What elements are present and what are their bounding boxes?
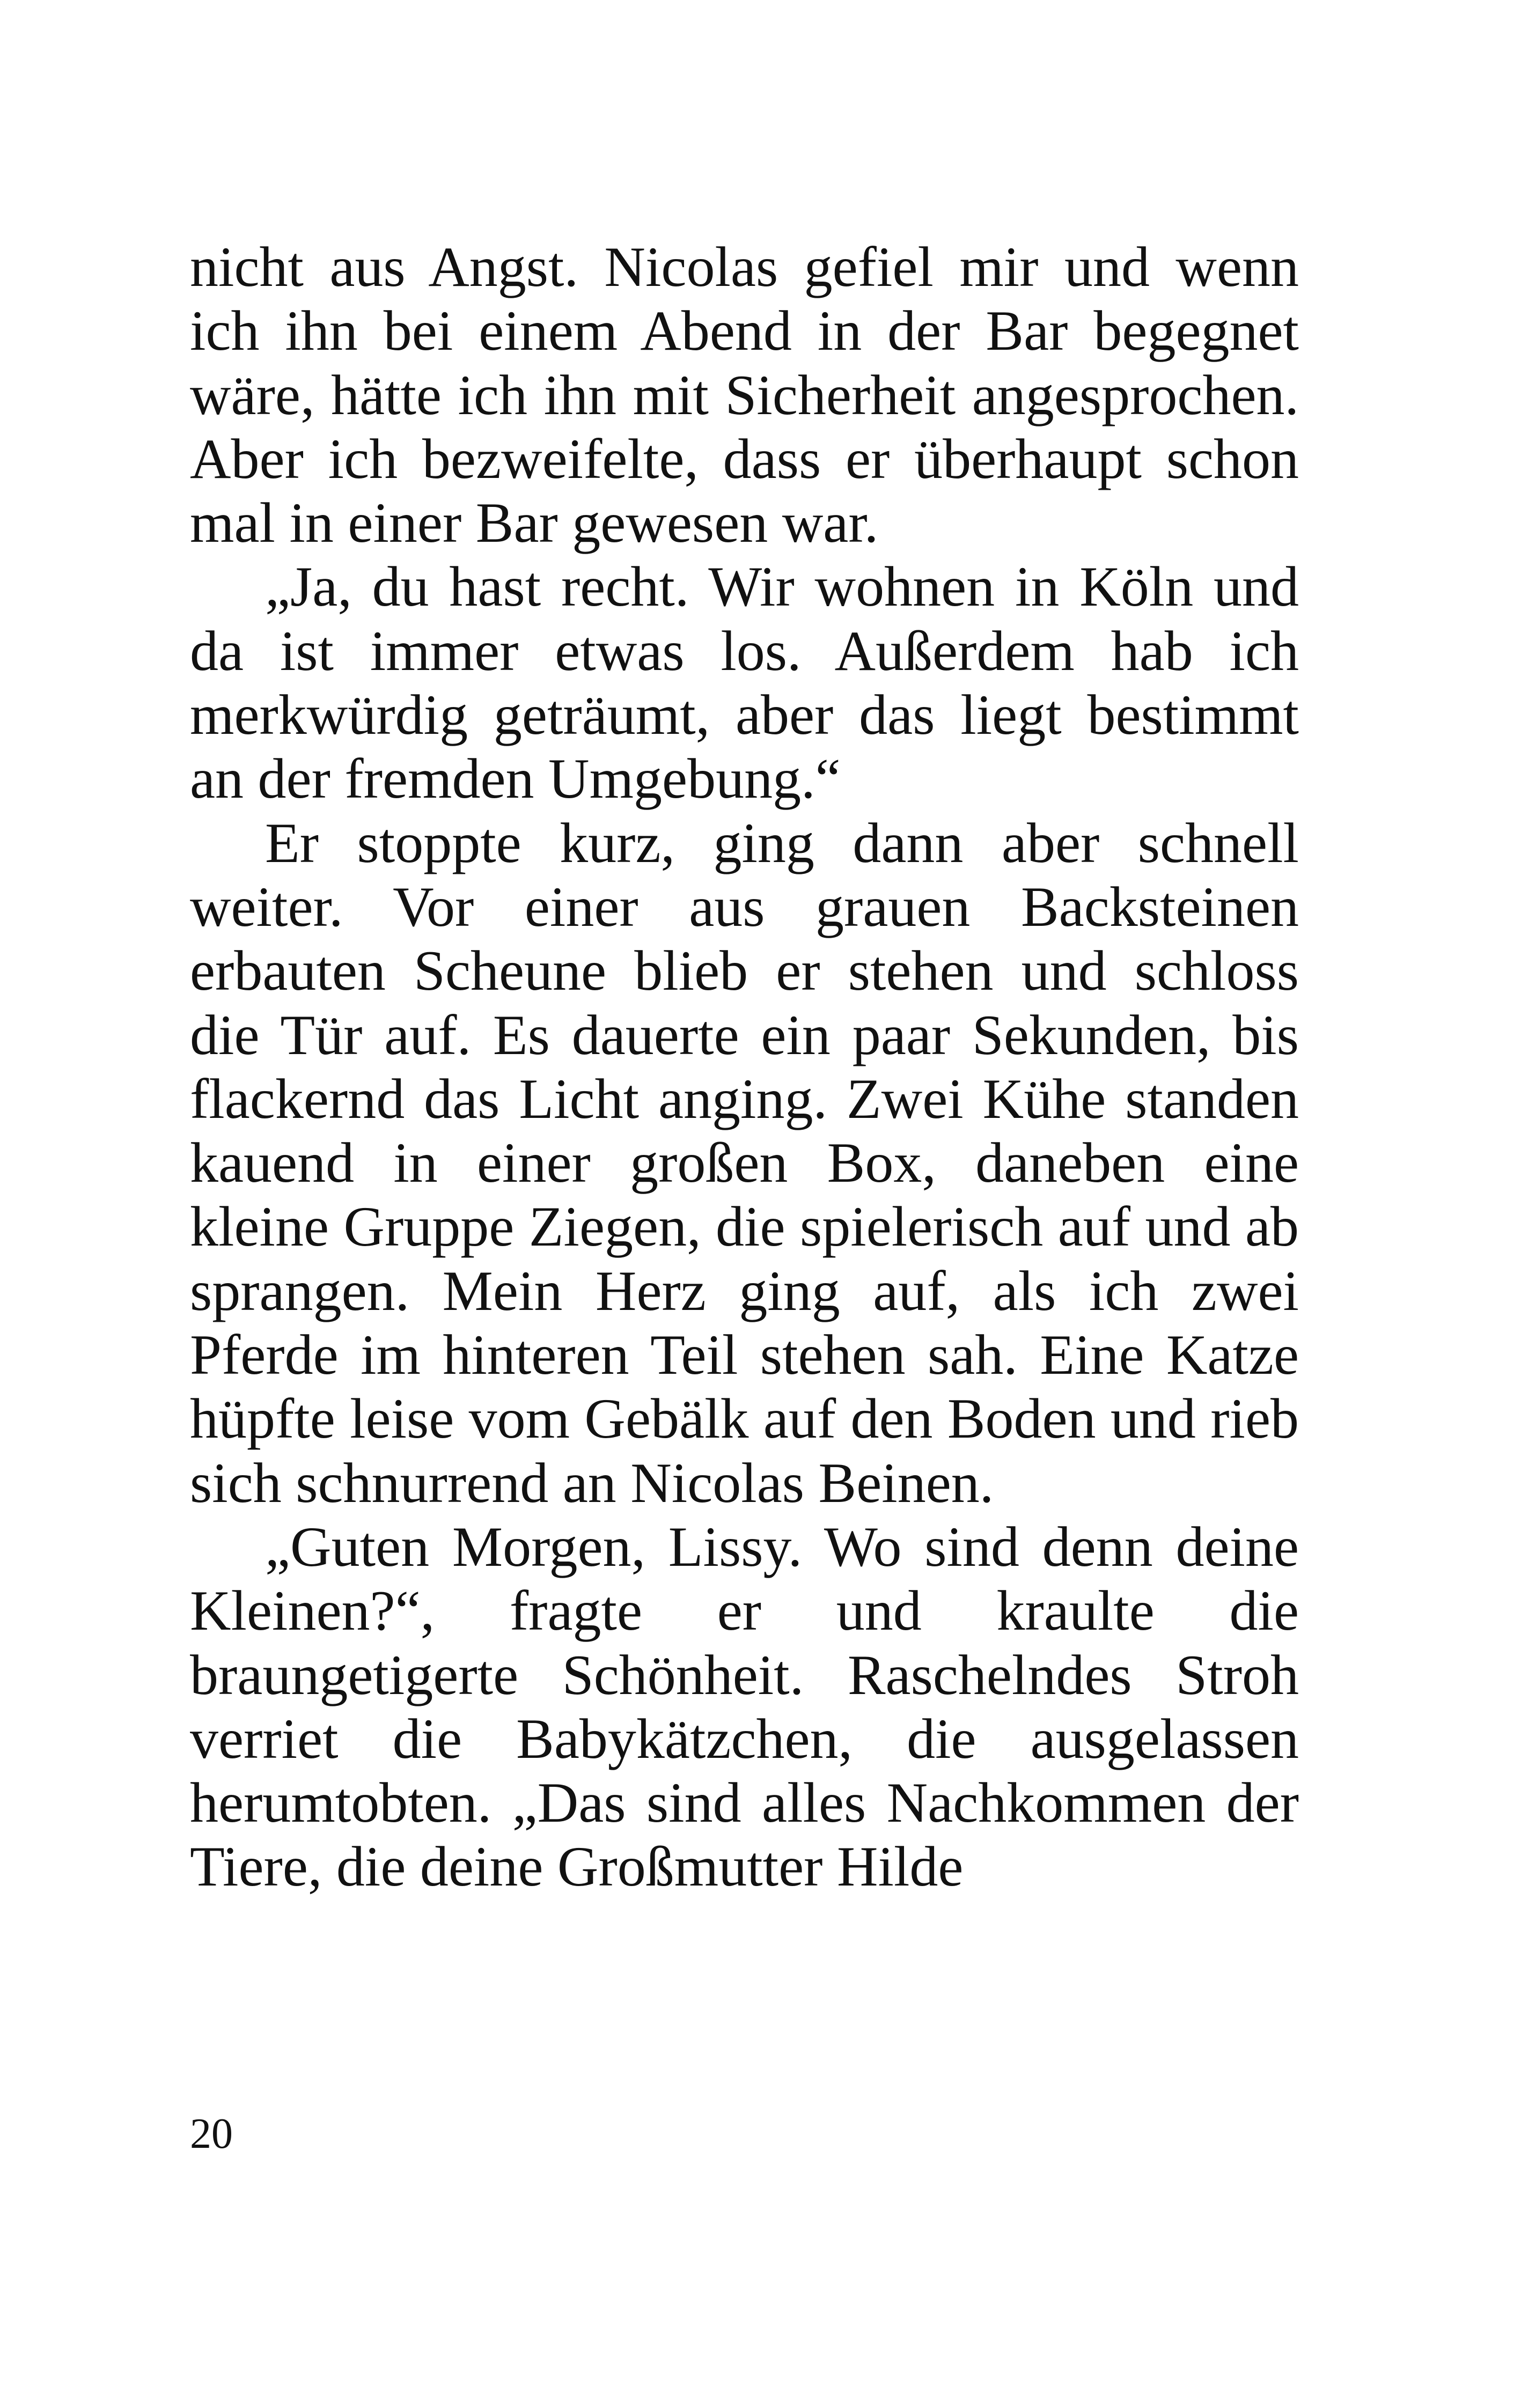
page-body-text [190,235,1299,1899]
paragraph-1: nicht aus Angst. Nicolas gefiel mir und wenn ich ihn bei einem Abend in der Bar begegnet wäre, hätte ich ihn mit Sicherheit angesprochen. Aber ich bezweifelte, dass er überhaupt schon mal in einer Bar gewesen war. [190,235,1299,555]
paragraph-4: „Guten Morgen, Lissy. Wo sind denn deine Kleinen?“, fragte er und kraulte die braungetigerte Schönheit. Raschelndes Stroh verriet die Babykätzchen, die ausgelassen herumtobten. „Das sind alles Nachkommen der Tiere, die deine Großmutter Hilde [190,1515,1299,1898]
page-number: 20 [190,2110,233,2157]
paragraph-2: „Ja, du hast recht. Wir wohnen in Köln und da ist immer etwas los. Außerdem hab ich merkwürdig geträumt, aber das liegt bestimmt an der fremden Umgebung.“ [190,555,1299,811]
paragraph-3: Er stoppte kurz, ging dann aber schnell weiter. Vor einer aus grauen Backsteinen erbauten Scheune blieb er stehen und schloss die Tür auf. Es dauerte ein paar Sekunden, bis flackernd das Licht anging. Zwei Kühe standen kauend in einer großen Box, daneben eine kleine Gruppe Ziegen, die spielerisch auf und ab sprangen. Mein Herz ging auf, als ich zwei Pferde im hinteren Teil stehen sah. Eine Katze hüpfte leise vom Gebälk auf den Boden und rieb sich schnurrend an Nicolas Beinen. [190,811,1299,1514]
